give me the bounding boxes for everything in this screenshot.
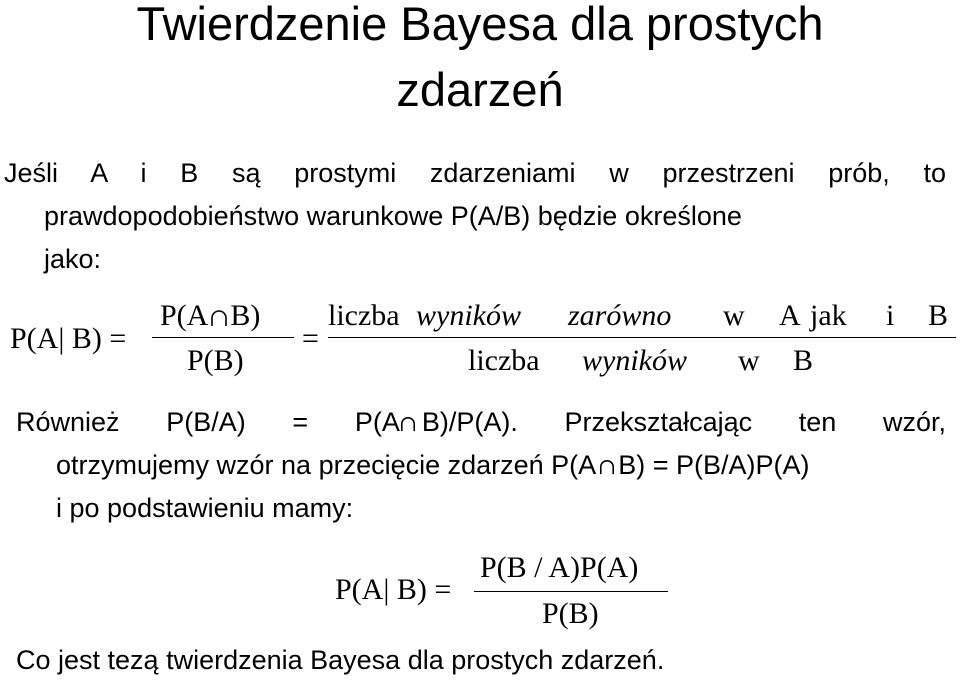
intro-line-3: jako: bbox=[44, 244, 102, 274]
formula1-fraction-bar-1 bbox=[152, 337, 294, 338]
intro-line-1: Jeśli A i B są prostymi zdarzeniami w przestrzeni prób, to bbox=[4, 158, 946, 188]
intersection-icon bbox=[208, 299, 230, 333]
intro-line-2: prawdopodobieństwo warunkowe P(A/B) będzie określone bbox=[44, 201, 742, 231]
formula2-denominator: P(B) bbox=[542, 597, 599, 630]
title-line-1: Twierdzenie Bayesa dla prostych bbox=[136, 0, 824, 50]
conclusion-text: Co jest tezą twierdzenia Bayesa dla prostych zdarzeń. bbox=[16, 645, 665, 675]
formula1-equals: = bbox=[302, 322, 319, 355]
formula1-denominator-1: P(B) bbox=[187, 344, 244, 377]
formula1-numerator-1: P(A B) bbox=[160, 299, 261, 332]
formula1-lhs: P(A| B) = bbox=[10, 322, 127, 355]
title-line-2: zdarzeń bbox=[396, 63, 564, 116]
formula1-fraction-bar-2 bbox=[328, 337, 956, 338]
intersection-icon bbox=[400, 401, 422, 444]
middle-line-1: Również P(B/A) = P(A B)/P(A). Przekształcając ten wzór, bbox=[16, 401, 946, 444]
intersection-icon bbox=[596, 444, 618, 487]
formula2-fraction-bar bbox=[474, 591, 668, 592]
formula2-lhs: P(A| B) = bbox=[335, 573, 452, 606]
slide-title bbox=[0, 0, 960, 118]
middle-line-3: i po podstawieniu mamy: bbox=[56, 493, 354, 523]
middle-line-2: otrzymujemy wzór na przecięcie zdarzeń P(A B) = P(B/A)P(A) bbox=[56, 444, 809, 487]
formula2-numerator: P(B / A)P(A) bbox=[480, 551, 639, 584]
